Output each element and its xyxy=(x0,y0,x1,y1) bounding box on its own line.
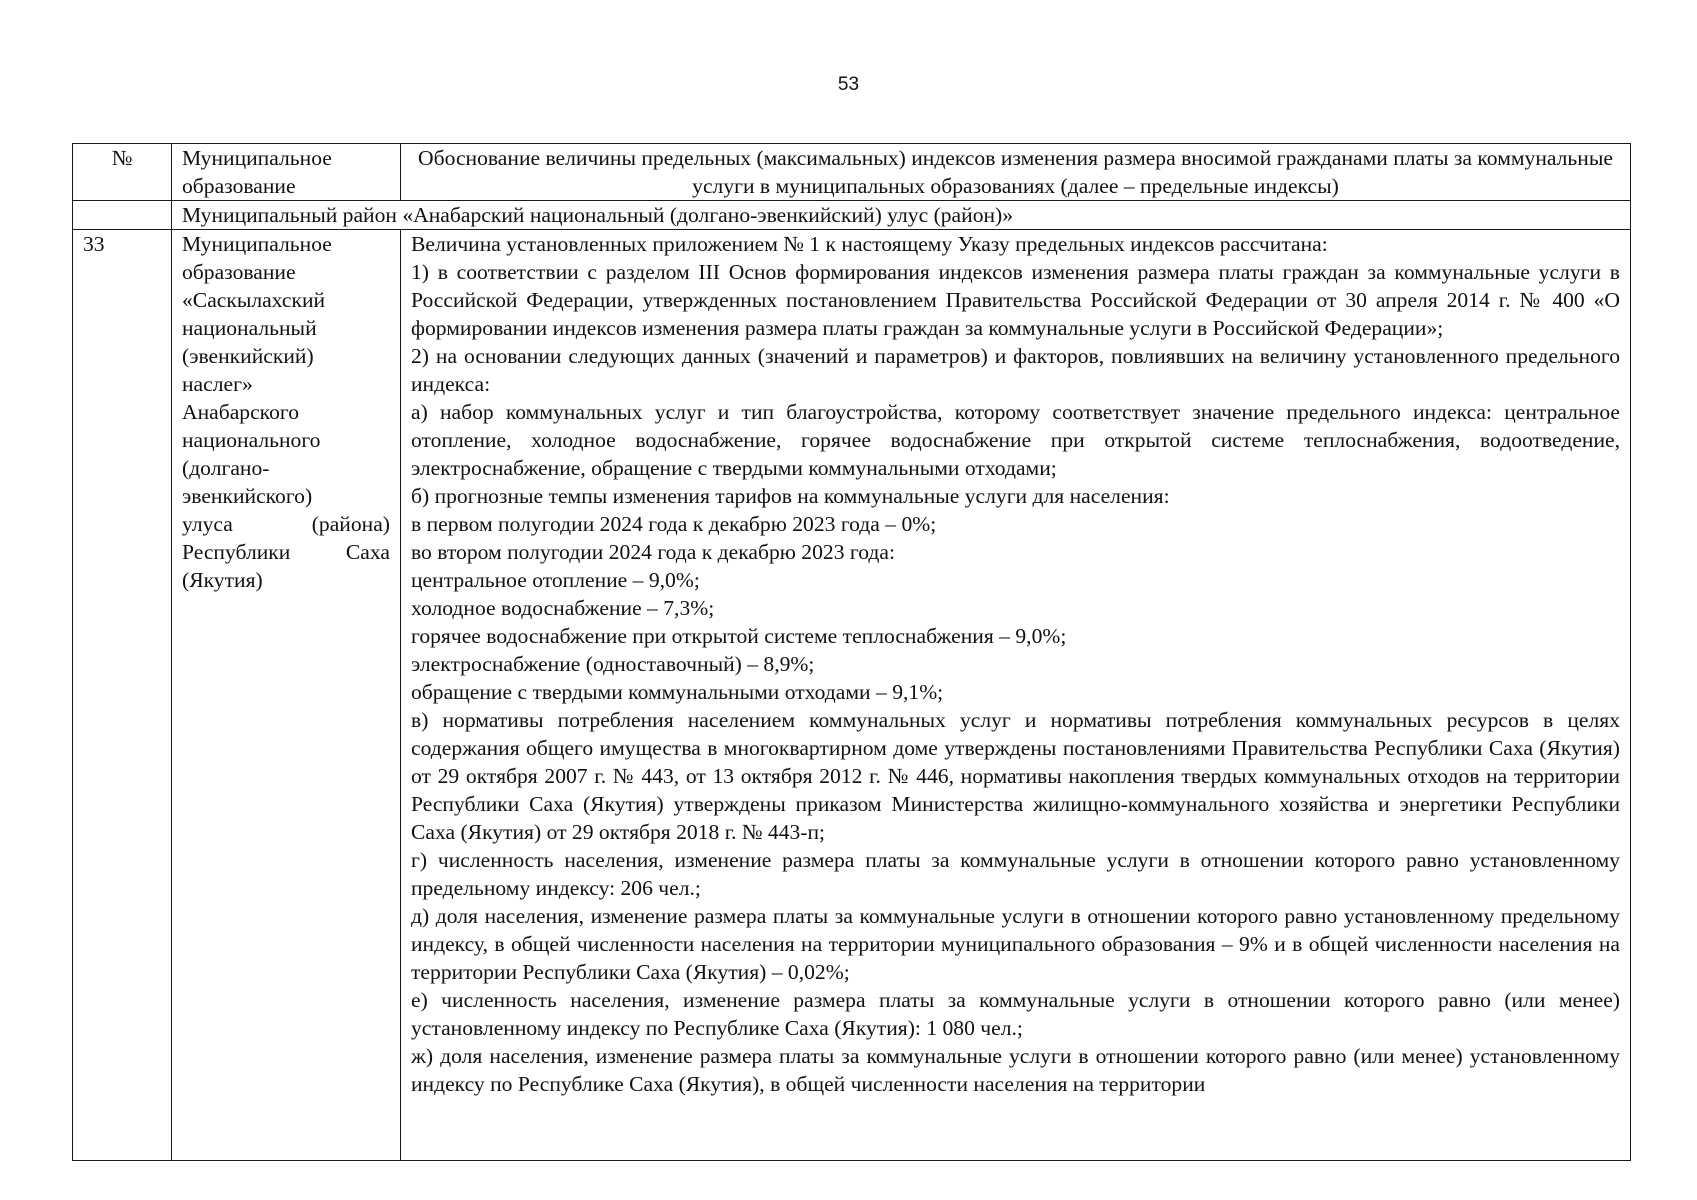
municipality-name-line: (долгано- xyxy=(182,456,270,480)
municipality-name-line: (эвенкийский) xyxy=(182,344,314,368)
header-justification: Обоснование величины предельных (максимальных) индексов изменения размера вносимой гражданами платы за коммунальные услуги в муниципальных образованиях (далее – предельные индексы) xyxy=(401,144,1631,201)
municipality-name xyxy=(182,230,390,594)
justification-paragraph: е) численность населения, изменение размера платы за коммунальные услуги в отношении которого равно (или менее) установленному индексу по Республике Саха (Якутия): 1 080 чел.; xyxy=(411,988,1620,1040)
municipality-name-line: «Саскылахский xyxy=(182,288,326,312)
municipality-name-word: улуса xyxy=(182,512,233,536)
municipality-name-line: образование xyxy=(182,260,296,284)
justification-paragraph: горячее водоснабжение при открытой системе теплоснабжения – 9,0%; xyxy=(411,624,1067,648)
justification-paragraph: Величина установленных приложением № 1 к настоящему Указу предельных индексов рассчитана: xyxy=(411,232,1328,256)
municipality-name-line: эвенкийского) xyxy=(182,484,313,508)
justification-paragraph: 2) на основании следующих данных (значений и параметров) и факторов, повлиявших на величину установленного предельного индекса: xyxy=(411,344,1620,396)
justification-text xyxy=(411,230,1620,1160)
justification-paragraph: холодное водоснабжение – 7,3%; xyxy=(411,596,715,620)
justification-table xyxy=(72,143,1631,1161)
municipality-name-line: Анабарского xyxy=(182,400,299,424)
municipality-name-line: национальный xyxy=(182,316,317,340)
municipality-name-line: (Якутия) xyxy=(182,568,263,592)
municipality-name-word: Саха xyxy=(345,540,390,564)
header-municipality: Муниципальное образование xyxy=(172,144,401,201)
district-row xyxy=(73,201,1631,230)
justification-paragraph: а) набор коммунальных услуг и тип благоустройства, которому соответствует значение предельного индекса: центральное отопление, холодное водоснабжение, горячее водоснабжение при открытой системе теплоснабжения, водоотведение, электроснабжение, обращение с твердыми коммунальными отходами; xyxy=(411,400,1620,480)
justification-paragraph: ж) доля населения, изменение размера платы за коммунальные услуги в отношении которого равно (или менее) установленному индексу по Республике Саха (Якутия), в общей численности населения на территории xyxy=(411,1044,1620,1096)
municipality-name-line: национального xyxy=(182,428,321,452)
justification-paragraph: д) доля населения, изменение размера платы за коммунальные услуги в отношении которого равно установленному предельному индексу, в общей численности населения на территории муниципального образования – 9% и в общей численности населения на территории Республики Саха (Якутия) – 0,02%; xyxy=(411,904,1620,984)
justification-paragraph: центральное отопление – 9,0%; xyxy=(411,568,700,592)
justification-paragraph: в первом полугодии 2024 года к декабрю 2023 года – 0%; xyxy=(411,512,937,536)
municipality-name-line xyxy=(182,510,390,538)
justification-paragraph: электроснабжение (одноставочный) – 8,9%; xyxy=(411,652,815,676)
justification-paragraph: б) прогнозные темпы изменения тарифов на коммунальные услуги для населения: xyxy=(411,484,1170,508)
page-number: 53 xyxy=(837,74,860,95)
district-name: Муниципальный район «Анабарский национальный (долгано-эвенкийский) улус (район)» xyxy=(172,201,1631,230)
row-number: 33 xyxy=(73,230,172,1161)
header-number: № xyxy=(73,144,172,201)
municipality-name-line xyxy=(182,538,390,566)
district-row-empty-cell xyxy=(73,201,172,230)
table-row xyxy=(73,230,1631,1161)
justification-cell xyxy=(401,230,1631,1161)
municipality-name-word: (района) xyxy=(311,512,390,536)
table-header-row xyxy=(73,144,1631,201)
justification-paragraph: в) нормативы потребления населением коммунальных услуг и нормативы потребления коммунальных ресурсов в целях содержания общего имущества в многоквартирном доме утверждены постановлениями Правительства Республики Саха (Якутия) от 29 октября 2007 г. № 443, от 13 октября 2012 г. № 446, нормативы накопления твердых коммунальных отходов на территории Республики Саха (Якутия) утверждены приказом Министерства жилищно-коммунального хозяйства и энергетики Республики Саха (Якутия) от 29 октября 2018 г. № 443-п; xyxy=(411,708,1620,844)
municipality-name-line: наслег» xyxy=(182,372,253,396)
justification-paragraph: 1) в соответствии с разделом III Основ формирования индексов изменения размера платы граждан за коммунальные услуги в Российской Федерации, утвержденных постановлением Правительства Российской Федерации от 30 апреля 2014 г. № 400 «О формировании индексов изменения размера платы граждан за коммунальные услуги в Российской Федерации»; xyxy=(411,260,1620,340)
municipality-name-line: Муниципальное xyxy=(182,232,332,256)
municipality-name-word: Республики xyxy=(182,540,291,564)
justification-paragraph: г) численность населения, изменение размера платы за коммунальные услуги в отношении которого равно установленному предельному индексу: 206 чел.; xyxy=(411,848,1620,900)
justification-paragraph: во втором полугодии 2024 года к декабрю 2023 года: xyxy=(411,540,895,564)
justification-paragraph: обращение с твердыми коммунальными отходами – 9,1%; xyxy=(411,680,944,704)
municipality-cell xyxy=(172,230,401,1161)
